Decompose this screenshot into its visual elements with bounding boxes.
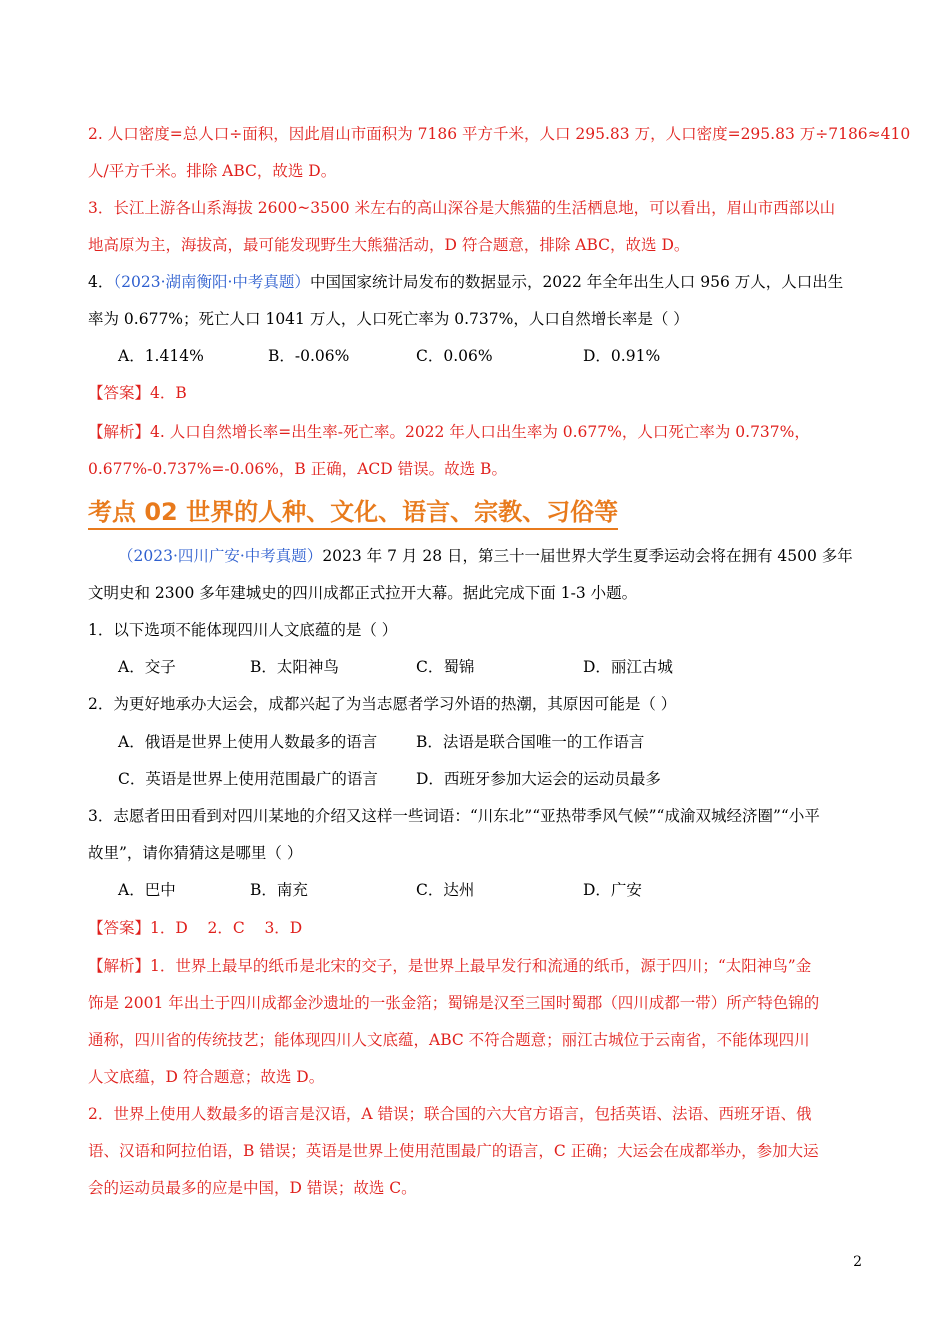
prev-answer-3-line2: 地高原为主，海拔高，最可能发现野生大熊猫活动，D 符合题意，排除 ABC，故选 D。 xyxy=(88,236,690,254)
q4-number: 4． xyxy=(88,273,114,291)
q2-option-c: C．英语是世界上使用范围最广的语言 xyxy=(118,770,378,788)
q3-option-a: A．巴中 xyxy=(118,881,176,899)
q1-stem: 1．以下选项不能体现四川人文底蕴的是（ ） xyxy=(88,621,398,639)
analysis-1-line2: 饰是 2001 年出土于四川成都金沙遗址的一张金箔；蜀锦是汉至三国时蜀郡（四川成都一带）所产特色锦的 xyxy=(88,994,820,1012)
analysis-1-text: 1．世界上最早的纸币是北宋的交子，是世界上最早发行和流通的纸币，源于四川；“太阳神鸟”金 xyxy=(150,957,812,975)
prev-answer-2-line1: 2. 人口密度=总人口÷面积，因此眉山市面积为 7186 平方千米，人口 295.83 万，人口密度=295.83 万÷7186≈410 xyxy=(88,125,911,143)
q2-option-a: A．俄语是世界上使用人数最多的语言 xyxy=(118,733,378,751)
q4-stem-text: 中国国家统计局发布的数据显示，2022 年全年出生人口 956 万人，人口出生 xyxy=(309,273,844,291)
analysis-2-line2: 语、汉语和阿拉伯语，B 错误；英语是世界上使用范围最广的语言，C 正确；大运会在成都举办，参加大运 xyxy=(88,1142,819,1160)
prev-answer-3-line1: 3．长江上游各山系海拔 2600~3500 米左右的高山深谷是大熊猫的生活栖息地，可以看出，眉山市西部以山 xyxy=(88,199,836,217)
group-answer xyxy=(88,918,868,938)
analysis-2-line3: 会的运动员最多的应是中国，D 错误；故选 C。 xyxy=(88,1179,417,1197)
q1-option-d: D．丽江古城 xyxy=(583,658,673,676)
group-analysis-tag: 【解析】 xyxy=(88,957,151,975)
q3-stem-line1: 3．志愿者田田看到对四川某地的介绍又这样一些词语：“川东北”“亚热带季风气候”“成渝双城经济圈”“小平 xyxy=(88,807,820,825)
analysis-1-line1 xyxy=(88,956,868,976)
prev-answer-2-line2: 人/平方千米。排除 ABC，故选 D。 xyxy=(88,162,337,180)
q3-option-b: B．南充 xyxy=(250,881,308,899)
q4-source: （2023·湖南衡阳·中考真题） xyxy=(113,273,310,291)
q2-option-b: B．法语是联合国唯一的工作语言 xyxy=(416,733,645,751)
q4-answer-tag: 【答案】 xyxy=(88,384,151,402)
page-number: 2 xyxy=(853,1254,862,1270)
q4-analysis-line2: 0.677%-0.737%=-0.06%，B 正确，ACD 错误。故选 B。 xyxy=(88,460,507,478)
q4-option-d: D．0.91% xyxy=(583,347,661,365)
q2-stem: 2．为更好地承办大运会，成都兴起了为当志愿者学习外语的热潮，其原因可能是（ ） xyxy=(88,695,677,713)
group-answer-tag: 【答案】 xyxy=(88,919,151,937)
q4-option-b: B．-0.06% xyxy=(268,347,350,365)
q4-answer xyxy=(88,383,868,403)
analysis-1-line3: 通称，四川省的传统技艺；能体现四川人文底蕴，ABC 不符合题意；丽江古城位于云南省，不能体现四川 xyxy=(88,1031,810,1049)
q4-option-a: A．1.414% xyxy=(118,347,204,365)
group-intro-line1 xyxy=(118,546,868,566)
q3-option-c: C．达州 xyxy=(416,881,475,899)
group-intro-line2: 文明史和 2300 多年建城史的四川成都正式拉开大幕。据此完成下面 1-3 小题。 xyxy=(88,584,638,602)
q4-option-c: C．0.06% xyxy=(416,347,493,365)
q4-stem-line1 xyxy=(88,272,868,292)
q4-analysis-text: 4. 人口自然增长率=出生率-死亡率。2022 年人口出生率为 0.677%，人口死亡率为 0.737%， xyxy=(150,423,810,441)
q1-option-a: A．交子 xyxy=(118,658,176,676)
group-answer-value: 1．D 2．C 3．D xyxy=(150,919,303,937)
section-heading: 考点 02 世界的人种、文化、语言、宗教、习俗等 xyxy=(88,497,618,530)
q4-answer-value: 4．B xyxy=(150,384,187,402)
q4-stem-line2: 率为 0.677%；死亡人口 1041 万人，人口死亡率为 0.737%，人口自然增长率是（ ） xyxy=(88,310,689,328)
q1-option-c: C．蜀锦 xyxy=(416,658,475,676)
analysis-1-line4: 人文底蕴，D 符合题意；故选 D。 xyxy=(88,1068,325,1086)
q4-analysis-line1 xyxy=(88,422,868,442)
q3-option-d: D．广安 xyxy=(583,881,642,899)
group-source: （2023·四川广安·中考真题） xyxy=(118,547,323,565)
analysis-2-line1: 2．世界上使用人数最多的语言是汉语，A 错误；联合国的六大官方语言，包括英语、法语、西班牙语、俄 xyxy=(88,1105,812,1123)
q2-option-d: D．西班牙参加大运会的运动员最多 xyxy=(416,770,661,788)
group-intro-text: 2023 年 7 月 28 日，第三十一届世界大学生夏季运动会将在拥有 4500 多年 xyxy=(322,547,853,565)
q4-analysis-tag: 【解析】 xyxy=(88,423,151,441)
q1-option-b: B．太阳神鸟 xyxy=(250,658,339,676)
q3-stem-line2: 故里”，请你猜猜这是哪里（ ） xyxy=(88,844,303,862)
